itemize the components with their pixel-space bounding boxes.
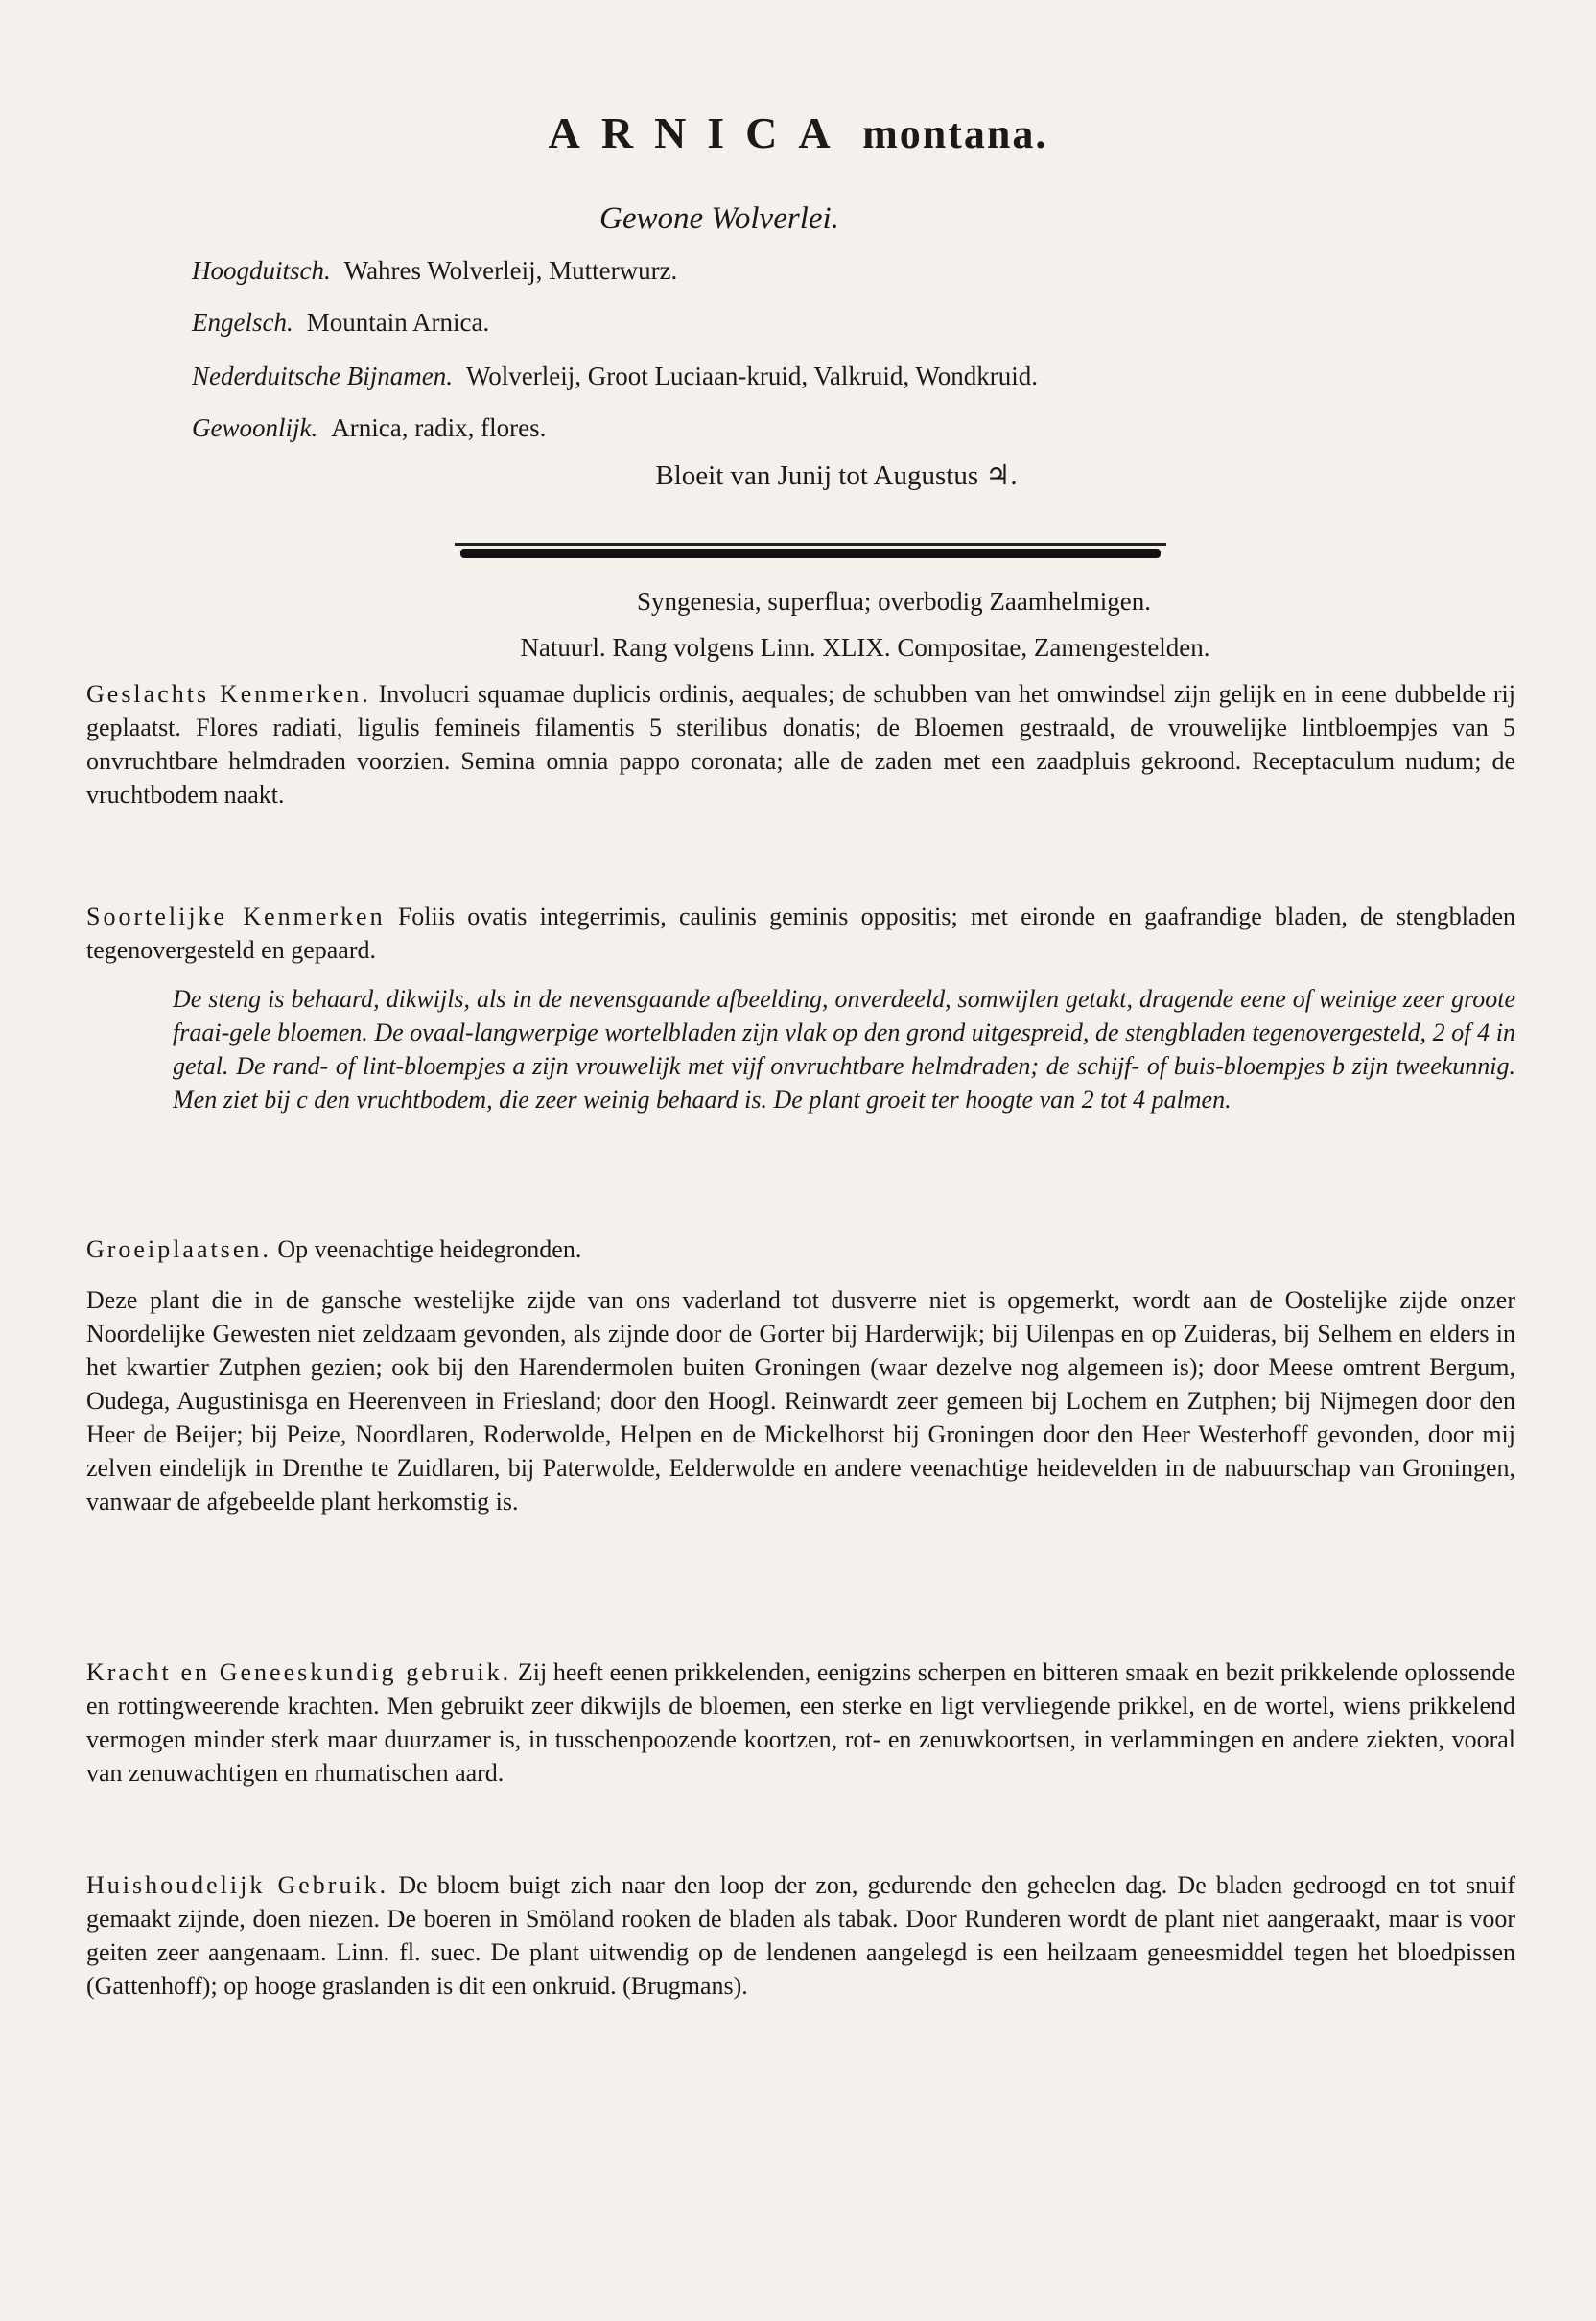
section-species-characters [86, 900, 1515, 967]
section-text: Deze plant die in de gansche westelijke zijde van ons vaderland tot dusverre niet is opgemerkt, wordt aan de Oostelijke zijde onzer Noordelijke Gewesten niet zeldzaam gevonden, als zijnde door de Gorter bij Harderwijk; bij Uilenpas en op Zuideras, bij Selhem en elders in het kwartier Zutphen gezien; ook bij den Harendermolen buiten Groningen (waar dezelve nog algemeen is); door Meese omtrent Bergum, Oudega, Augustinisga en Heerenveen in Friesland; door den Hoogl. Reinwardt zeer gemeen bij Lochem en Zutphen; bij Nijmegen door den Heer de Beijer; bij Peize, Noordlaren, Roderwolde, Helpen en de Mickelhorst bij Groningen door den Heer Westerhoff gevonden, door mij zelven eindelijk in Drenthe te Zuidlaren, bij Paterwolde, Eelderwolde en andere veenachtige heidevelden in de nabuurschap van Groningen, vanwaar de afgebeelde plant herkomstig is. [86, 1286, 1515, 1515]
section-habitat-heading [86, 1232, 1515, 1266]
classification-natural: Natuurl. Rang volgens Linn. XLIX. Compositae, Zamengestelden. [520, 633, 1210, 662]
synonym-language: Engelsch. [192, 308, 293, 337]
synonym-language: Nederduitsche Bijnamen. [192, 362, 453, 390]
synonym-language: Hoogduitsch. [192, 256, 331, 285]
synonym-language: Gewoonlijk. [192, 413, 318, 442]
divider-rule [460, 549, 1161, 558]
section-heading: Huishoudelijk Gebruik. [86, 1871, 389, 1899]
section-text: Zij heeft eenen prikkelenden, eenigzins scherpen en bitteren smaak en bezit prikkelende oplossende en rottingweerende krachten. Men gebruikt zeer dikwijls de bloemen, een sterke en ligt vervliegende prikkel, en de wortel, wiens prikkelend vermogen minder sterk maar duurzamer is, in tusschenpoozende koortzen, rot- en zenuwkoortsen, in verlammingen en andere ziekten, vooral van zenuwachtigen en rhumatischen aard. [86, 1658, 1515, 1787]
synonym-line [192, 303, 489, 341]
synonym-line [192, 251, 677, 290]
section-text: Op veenachtige heidegronden. [277, 1235, 582, 1263]
flowering-period: Bloeit van Junij tot Augustus ♃. [655, 460, 1018, 491]
title-species: montana. [862, 110, 1048, 157]
section-household-use [86, 1868, 1515, 2003]
section-text: Foliis ovatis integerrimis, caulinis geminis oppositis; met eironde en gaafrandige bladen, de stengbladen tegenovergesteld en gepaard. [86, 903, 1516, 964]
synonym-text: Wolverleij, Groot Luciaan-kruid, Valkruid, Wondkruid. [465, 362, 1038, 390]
synonym-line [192, 409, 546, 447]
section-locations [86, 1283, 1515, 1518]
section-medicinal-use [86, 1655, 1515, 1790]
section-text: De bloem buigt zich naar den loop der zon, gedurende den geheelen dag. De bladen gedroogd en tot snuif gemaakt zijnde, doen niezen. De boeren in Smöland rooken de bladen als tabak. Door Runderen wordt de plant niet aangeraakt, maar is voor geiten zeer aangenaam. Linn. fl. suec. De plant uitwendig op de lendenen aangelegd is een heilzaam geneesmiddel tegen het bloedpissen (Gattenhoff); op hooge graslanden is dit een onkruid. (Brugmans). [86, 1871, 1515, 2000]
title-genus: ARNICA [548, 108, 852, 157]
section-genus-characters [86, 677, 1515, 811]
section-heading: Groeiplaatsen. [86, 1235, 271, 1263]
section-text: De steng is behaard, dikwijls, als in de nevensgaande afbeelding, onverdeeld, somwijlen getakt, dragende eene of weinige zeer groote fraai-gele bloemen. De ovaal-langwerpige wortelbladen zijn vlak op den grond uitgespreid, de stengbladen tegenovergesteld, 2 of 4 in getal. De rand- of lint-bloempjes a zijn vrouwelijk met vijf onvruchtbare helmdraden; de schijf- of buis-bloempjes b zijn tweekunnig. Men ziet bij c den vruchtbodem, die zeer weinig behaard is. De plant groeit ter hoogte van 2 tot 4 palmen. [173, 985, 1515, 1114]
synonym-text: Arnica, radix, flores. [331, 413, 547, 442]
section-heading: Soortelijke Kenmerken [86, 903, 386, 930]
section-heading: Kracht en Geneeskundig gebruik. [86, 1658, 512, 1686]
section-heading: Geslachts Kenmerken. [86, 680, 371, 708]
synonym-text: Wahres Wolverleij, Mutterwurz. [343, 256, 678, 285]
classification-linnaean: Syngenesia, superflua; overbodig Zaamhelmigen. [636, 587, 1152, 616]
synonym-text: Mountain Arnica. [306, 308, 490, 337]
synonym-line [192, 357, 1038, 395]
page-title [0, 107, 1596, 158]
section-text: Involucri squamae duplicis ordinis, aequales; de schubben van het omwindsel zijn gelijk en in eene dubbelde rij geplaatst. Flores radiati, ligulis femineis filamentis 5 sterilibus donatis; de Bloemen gestraald, de vrouwelijke lintbloempjes van 5 onvruchtbare helmdraden voorzien. Semina omnia pappo coronata; alle de zaden met een zaadpluis gekroond. Receptaculum nudum; de vruchtbodem naakt. [86, 680, 1516, 809]
common-name: Gewone Wolverlei. [599, 201, 839, 236]
section-description [173, 982, 1515, 1116]
